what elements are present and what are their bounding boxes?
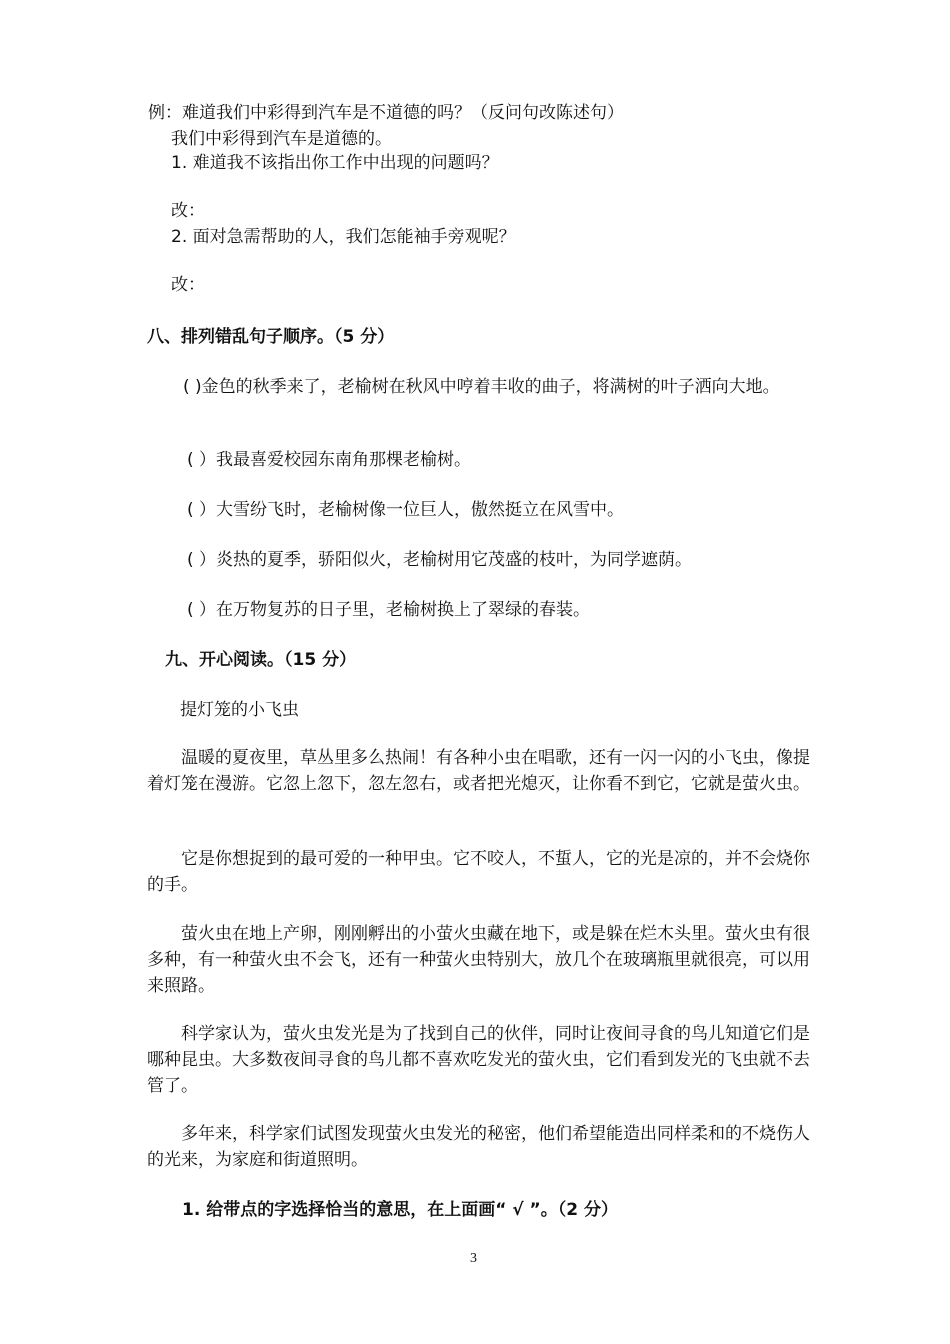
passage-title: 提灯笼的小飞虫 <box>180 700 299 720</box>
page-number: 3 <box>470 1251 477 1266</box>
section-8-title: 八、排列错乱句子顺序。（5 分） <box>147 327 395 347</box>
passage-paragraph-4: 科学家认为，萤火虫发光是为了找到自己的伙伴，同时让夜间寻食的鸟儿知道它们是哪种昆虫。大多数夜间寻食的鸟儿都不喜欢吃发光的萤火虫，它们看到发光的飞虫就不去管了。 <box>147 1024 810 1096</box>
section-8-item-1: ( )金色的秋季来了，老榆树在秋风中哼着丰收的曲子，将满树的叶子洒向大地。 <box>183 377 780 397</box>
passage-paragraph-2: 它是你想捉到的最可爱的一种甲虫。它不咬人，不蜇人，它的光是凉的，并不会烧你的手。 <box>147 849 810 895</box>
passage-paragraph-3: 萤火虫在地上产卵，刚刚孵出的小萤火虫藏在地下，或是躲在烂木头里。萤火虫有很多种，有一种萤火虫不会飞，还有一种萤火虫特别大，放几个在玻璃瓶里就很亮，可以用来照路。 <box>147 924 810 996</box>
section-8-item-3: ( ）大雪纷飞时，老榆树像一位巨人，傲然挺立在风雪中。 <box>187 500 625 520</box>
section-8-item-5: ( ）在万物复苏的日子里，老榆树换上了翠绿的春装。 <box>187 600 591 620</box>
reading-question-1: 1. 给带点的字选择恰当的意思，在上面画“ √ ”。（2 分） <box>182 1200 618 1220</box>
section-8-item-4: ( ）炎热的夏季，骄阳似火，老榆树用它茂盛的枝叶，为同学遮荫。 <box>187 550 693 570</box>
question-2-blank: 改： <box>171 275 205 295</box>
passage-paragraph-1: 温暖的夏夜里，草丛里多么热闹！有各种小虫在唱歌，还有一闪一闪的小飞虫，像提着灯笼在漫游。它忽上忽下，忽左忽右，或者把光熄灭，让你看不到它，它就是萤火虫。 <box>147 748 810 794</box>
question-1: 1. 难道我不该指出你工作中出现的问题吗？ <box>171 153 499 173</box>
example-answer: 我们中彩得到汽车是道德的。 <box>171 129 392 149</box>
example-prompt: 例：难道我们中彩得到汽车是不道德的吗？（反问句改陈述句） <box>148 103 624 123</box>
passage-paragraph-5: 多年来，科学家们试图发现萤火虫发光的秘密，他们希望能造出同样柔和的不烧伤人的光来，为家庭和街道照明。 <box>147 1124 810 1170</box>
question-1-blank: 改： <box>171 201 205 221</box>
section-9-title: 九、开心阅读。（15 分） <box>165 650 357 670</box>
question-2: 2. 面对急需帮助的人，我们怎能袖手旁观呢？ <box>171 227 516 247</box>
section-8-item-2: ( ）我最喜爱校园东南角那棵老榆树。 <box>187 450 472 470</box>
